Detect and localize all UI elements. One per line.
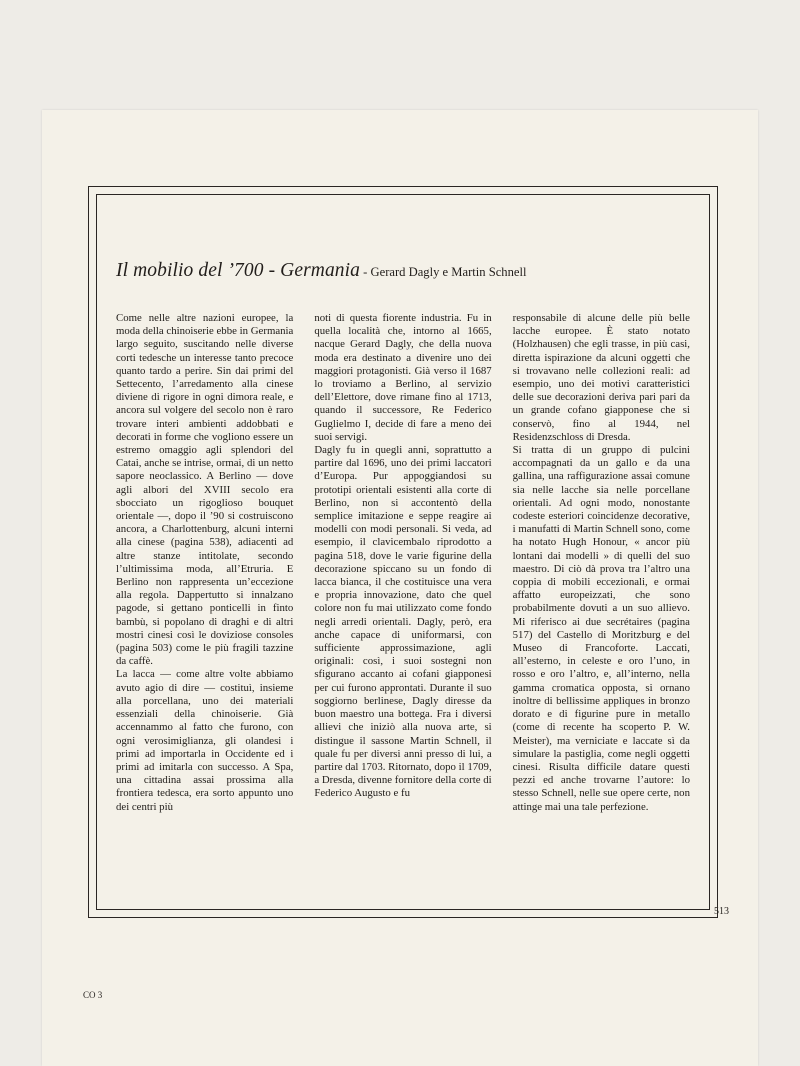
page-number: 513 (714, 906, 729, 917)
column-3-paragraph-2: Si tratta di un gruppo di pulcini accompagnati da un gallo e da una gallina, una raffigurazione assai comune sia nelle lacche sia nelle porcellane orientali. Ad ogni modo, nonostante codeste esteriori coincidenze decorative, i manufatti di Martin Schnell sono, come ha notato Hugh Honour, « ancor più lontani dai modelli » di quelli del suo maestro. Di ciò dà prova tra l’altro una coppia di mobili eccezionali, e ormai affatto europeizzati, che sono probabilmente dovuti a un suo allievo. Mi riferisco ai due secrétaires (pagina 517) del Castello di Moritzburg e del Museo di Francoforte. Laccati, all’esterno, in celeste e oro l’uno, in rosso e oro l’altro, e, all’interno, nella gamma cromatica opposta, si ornano inoltre di bellissime appliques in bronzo dorato e di figurine pure in metallo (come di recente ha scoperto P. W. Meister), ma verniciate e laccate sì da simulare la pastiglia, come negli oggetti cinesi. Risulta difficile datare questi pezzi ed anche trovarne l’autore: lo stesso Schnell, nelle sue opere certe, non attinge mai una tale perfezione. (512, 444, 690, 813)
column-1-paragraph-1: Come nelle altre nazioni europee, la moda della chinoiserie ebbe in Germania largo seguito, suscitando nelle diverse corti tedesche un interesse tanto precoce quanto tardo a perire. Sin dai primi del Settecento, l’arredamento alla cinese diviene di rigore in ogni dimora reale, e ancora sul volgere del secolo non è raro trovare interi ambienti addobbati e decorati in forme che vogliono essere un estremo omaggio agli splendori del Catai, anche se intrise, ormai, di un netto sapore neoclassico. A Berlino — dove agli albori del XVIII secolo era sbocciato un rigoglioso bouquet orientale —, dopo il ’90 si costruiscono ancora, a Charlottenburg, alcuni interni alla cinese (pagina 538), adiacenti ad altre stanze intitolate, secondo l’ultimissima moda, all’Etruria. E Berlino non rappresenta un’eccezione alla regola. Dappertutto si innalzano pagode, si gettano ponticelli in finto bambù, si popolano di draghi e di altri mostri cinesi così le doviziose consoles (pagina 503) come le più fragili tazzine da caffè. (116, 312, 294, 668)
article-title: Il mobilio del ’700 - Germania (116, 260, 361, 281)
book-page (42, 110, 758, 1066)
article-authors: Gerard Dagly e Martin Schnell (370, 265, 527, 279)
column-2-paragraph-1: noti di questa fiorente industria. Fu in quella località che, intorno al 1665, nacque Gerard Dagly, che della nuova moda era destinato a divenire uno dei maggiori protagonisti. Già verso il 1687 lo troviamo a Berlino, al servizio dell’Elettore, dove rimane fino al 1713, quando il successore, Re Federico Guglielmo I, decide di fare a meno dei suoi servigi. (314, 312, 492, 443)
column-1-paragraph-2: La lacca — come altre volte abbiamo avuto agio di dire — costituì, insieme alla porcellana, uno dei materiali essenziali della chinoiserie. Già accennammo al fatto che furono, con ogni verosimiglianza, gli olandesi i primi ad importarla in Occidente ed i primi ad imitarla con successo. A Spa, una cittadina assai prossima alla frontiera tedesca, era sorto appunto uno dei centri più (116, 668, 294, 813)
column-3 (513, 312, 690, 814)
article-heading (116, 260, 706, 282)
footer-code: CO 3 (83, 990, 103, 1000)
column-2 (314, 312, 491, 814)
text-columns (116, 312, 690, 814)
column-3-paragraph-1: responsabile di alcune delle più belle lacche europee. È stato notato (Holzhausen) che egli trasse, in più casi, diretta ispirazione da alcuni oggetti che si trovavano nelle collezioni reali: ad esempio, uno dei motivi caratteristici delle sue decorazioni deriva pari pari da un grande cofano giapponese che si conservò, fino al 1944, nel Residenzschloss di Dresda. (512, 312, 690, 443)
column-1 (116, 312, 293, 814)
column-2-paragraph-2: Dagly fu in quegli anni, soprattutto a partire dal 1696, uno dei primi laccatori d’Europa. Pur appoggiandosi su prototipi orientali esistenti alla corte di Berlino, non si accontentò della semplice imitazione e seppe reagire ai modelli con modi personali. Si veda, ad esempio, il clavicembalo riprodotto a pagina 518, dove le varie figurine della decorazione spiccano su un fondo di lacca bianca, il che costituisce una vera e propria innovazione, dato che quel colore non fu mai utilizzato come fondo negli arredi orientali. Dagly, però, era anche capace di uniformarsi, con sufficiente approssimazione, agli originali: così, i suoi sostegni non sfigurano accanto ai cofani giapponesi per cui furono approntati. Durante il suo soggiorno berlinese, Dagly diresse da buon maestro una bottega. Fra i diversi allievi che iniziò alla nuova arte, si distingue il sassone Martin Schnell, il quale fu per diversi anni presso di lui, a partire dal 1703. Ritornato, dopo il 1709, a Dresda, divenne fornitore della corte di Federico Augusto e fu (314, 444, 492, 800)
title-separator: - (360, 265, 371, 279)
